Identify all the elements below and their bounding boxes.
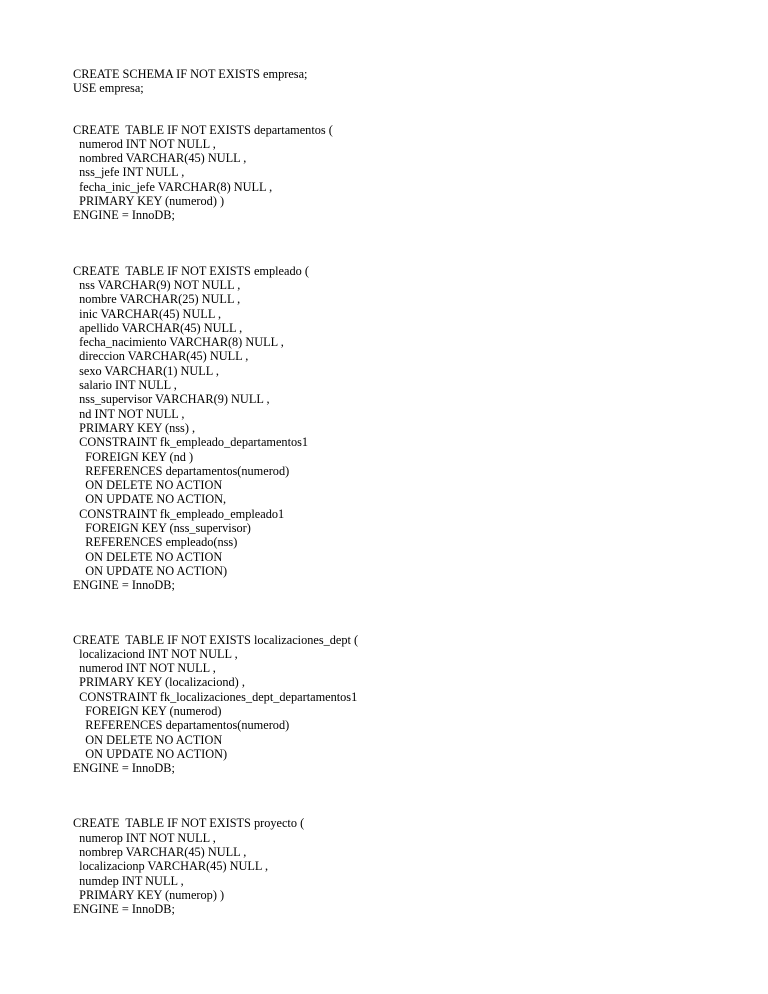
sql-line: nd INT NOT NULL , <box>73 406 185 421</box>
sql-line: PRIMARY KEY (nss) , <box>73 420 196 435</box>
sql-line: nss_jefe INT NULL , <box>73 165 185 180</box>
sql-document <box>73 67 733 917</box>
sql-line: localizacionp VARCHAR(45) NULL , <box>73 859 269 874</box>
sql-line: USE empresa; <box>73 81 144 96</box>
block-spacer <box>73 775 733 816</box>
sql-line: apellido VARCHAR(45) NULL , <box>73 320 243 335</box>
sql-line: REFERENCES departamentos(numerod) <box>73 718 290 733</box>
create-table-statement-block <box>73 264 733 593</box>
sql-line: ENGINE = InnoDB; <box>73 902 175 917</box>
sql-line: CREATE SCHEMA IF NOT EXISTS empresa; <box>73 67 308 81</box>
sql-line: numerod INT NOT NULL , <box>73 136 216 151</box>
sql-line: ON UPDATE NO ACTION) <box>73 563 228 578</box>
sql-line: ENGINE = InnoDB; <box>73 761 175 776</box>
sql-line: numerod INT NOT NULL , <box>73 661 216 676</box>
sql-line: sexo VARCHAR(1) NULL , <box>73 363 219 378</box>
sql-line: ON DELETE NO ACTION <box>73 732 223 747</box>
sql-line: fecha_inic_jefe VARCHAR(8) NULL , <box>73 179 273 194</box>
sql-line: nombred VARCHAR(45) NULL , <box>73 151 247 166</box>
sql-line: CREATE TABLE IF NOT EXISTS departamentos ( <box>73 122 333 137</box>
sql-line: nss VARCHAR(9) NOT NULL , <box>73 277 241 292</box>
sql-line: ON DELETE NO ACTION <box>73 549 223 564</box>
create-table-statement-block <box>73 816 733 916</box>
block-spacer <box>73 223 733 264</box>
sql-line: PRIMARY KEY (numerop) ) <box>73 887 225 902</box>
sql-line: REFERENCES empleado(nss) <box>73 535 238 550</box>
sql-line: REFERENCES departamentos(numerod) <box>73 463 290 478</box>
sql-line: PRIMARY KEY (numerod) ) <box>73 194 225 209</box>
sql-line: FOREIGN KEY (numerod) <box>73 703 222 718</box>
sql-line: ENGINE = InnoDB; <box>73 578 175 593</box>
sql-line: PRIMARY KEY (localizaciond) , <box>73 675 245 690</box>
sql-line: CREATE TABLE IF NOT EXISTS proyecto ( <box>73 816 305 831</box>
sql-line: numerop INT NOT NULL , <box>73 830 216 845</box>
sql-line: FOREIGN KEY (nss_supervisor) <box>73 521 251 536</box>
sql-line: CREATE TABLE IF NOT EXISTS empleado ( <box>73 263 309 278</box>
sql-line: CREATE TABLE IF NOT EXISTS localizaciones_dept ( <box>73 632 359 647</box>
block-spacer <box>73 593 733 633</box>
schema-statement-block <box>73 67 733 96</box>
sql-line: nss_supervisor VARCHAR(9) NULL , <box>73 392 270 407</box>
sql-line: direccion VARCHAR(45) NULL , <box>73 349 249 364</box>
sql-line: ON DELETE NO ACTION <box>73 478 223 493</box>
block-spacer <box>73 96 733 123</box>
sql-line: ON UPDATE NO ACTION, <box>73 492 227 507</box>
create-table-statement-block <box>73 633 733 776</box>
sql-line: ON UPDATE NO ACTION) <box>73 746 228 761</box>
sql-line: ENGINE = InnoDB; <box>73 208 175 223</box>
sql-line: salario INT NULL , <box>73 378 177 393</box>
sql-line: fecha_nacimiento VARCHAR(8) NULL , <box>73 335 284 350</box>
sql-line: nombre VARCHAR(25) NULL , <box>73 292 241 307</box>
sql-line: CONSTRAINT fk_empleado_empleado1 <box>73 506 285 521</box>
sql-line: CONSTRAINT fk_localizaciones_dept_departamentos1 <box>73 689 358 704</box>
sql-line: localizaciond INT NOT NULL , <box>73 646 238 661</box>
sql-line: nombrep VARCHAR(45) NULL , <box>73 845 247 860</box>
sql-line: inic VARCHAR(45) NULL , <box>73 306 222 321</box>
create-table-statement-block <box>73 123 733 223</box>
sql-line: CONSTRAINT fk_empleado_departamentos1 <box>73 435 309 450</box>
sql-line: numdep INT NULL , <box>73 873 184 888</box>
sql-line: FOREIGN KEY (nd ) <box>73 449 194 464</box>
